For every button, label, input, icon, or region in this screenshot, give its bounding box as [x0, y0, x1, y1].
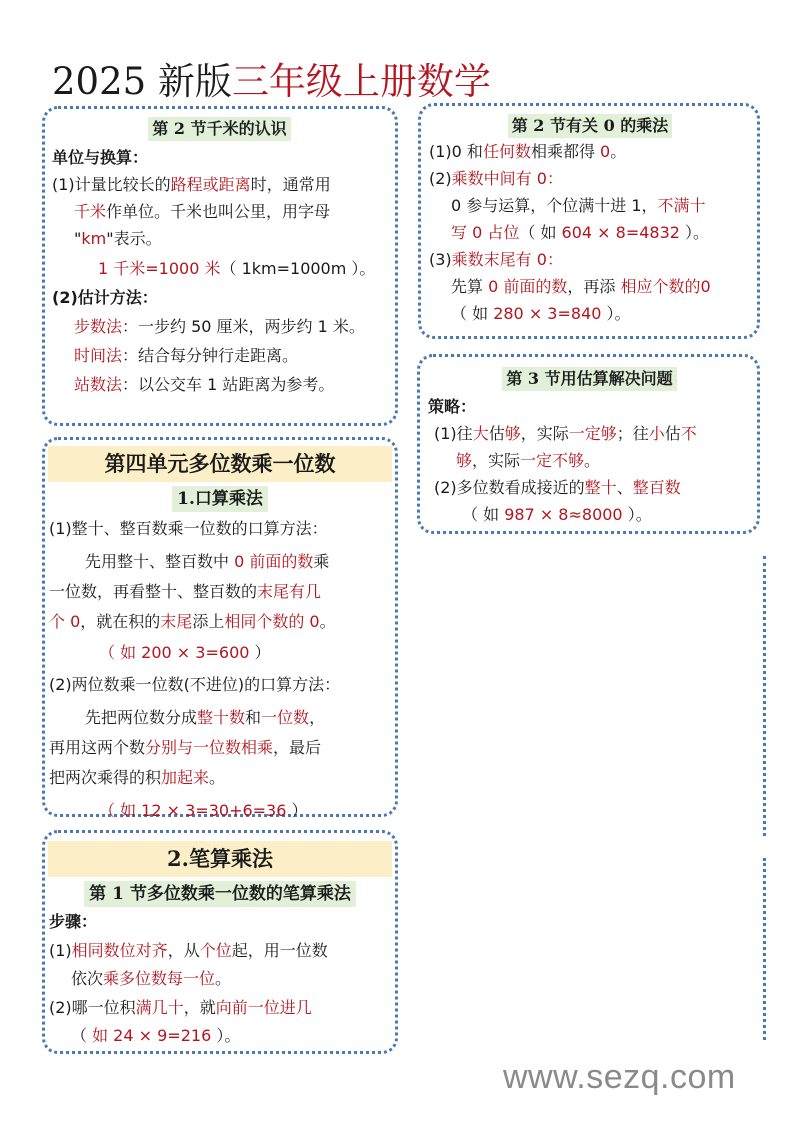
page-title [52, 58, 491, 106]
text-line: 依次乘多位数每一位。 [71, 969, 232, 988]
unit-title: 第四单元多位数乘一位数 [48, 446, 392, 482]
section-title: 第 3 节用估算解决问题 [502, 367, 676, 391]
text-line: (1)相同数位对齐，从个位起，用一位数 [49, 941, 328, 960]
formula-line: 1 千米=1000 米（ 1km=1000m ）。 [98, 259, 376, 278]
text-line: 0 参与运算，个位满十进 1，不满十 [451, 196, 706, 215]
text-line: (1)往大估够，实际一定够；往小估不 [434, 424, 697, 443]
text-line: 够，实际一定不够。 [456, 451, 601, 470]
card-kilometer [42, 106, 398, 426]
unit-title: 2.笔算乘法 [48, 841, 392, 877]
card-zero-multiplication [418, 103, 760, 339]
text-line: 一位数，再看整十、整百数的末尾有几 [49, 582, 322, 601]
example-line: （ 如 200 × 3=600 ） [99, 643, 271, 662]
text-line: 个 0，就在积的末尾添上相同个数的 0。 [49, 612, 336, 631]
card-written-multiplication [42, 830, 398, 1054]
text-line: (2)乘数中间有 0： [429, 169, 563, 188]
method-item: 步数法：一步约 50 厘米，两步约 1 米。 [74, 317, 365, 336]
text-line: "km"表示。 [74, 229, 162, 248]
text-line: (2)哪一位积满几十，就向前一位进几 [49, 998, 312, 1017]
text-line: (2)多位数看成接近的整十、整百数 [434, 478, 681, 497]
example-line: （ 如 12 × 3=30+6=36 ） [99, 801, 308, 820]
text-line: 千米作单位。千米也叫公里，用字母 [74, 202, 331, 221]
section-title: 第 2 节有关 0 的乘法 [508, 114, 673, 138]
text-line: 写 0 占位（ 如 604 × 8=4832 ）。 [451, 223, 710, 242]
text-line: 先算 0 前面的数，再添 相应个数的0 [451, 277, 711, 296]
text-line: (1)计量比较长的路程或距离时，通常用 [52, 175, 331, 194]
section-heading: (2)估计方法： [52, 288, 158, 307]
section-title: 第 2 节千米的认识 [148, 117, 290, 141]
card-estimation [417, 354, 760, 534]
section-heading: 策略： [428, 397, 477, 416]
section-heading: 单位与换算： [52, 148, 149, 167]
text-line: (1)整十、整百数乘一位数的口算方法： [49, 519, 328, 538]
example-line: （ 如 24 × 9=216 ）。 [71, 1026, 241, 1045]
dotted-divider [763, 556, 766, 836]
text-line: 把两次乘得的积加起来。 [49, 768, 226, 787]
text-line: （ 如 280 × 3=840 ）。 [451, 304, 631, 323]
text-line: (1)0 和任何数相乘都得 0。 [429, 142, 627, 161]
page-title-highlight: 三年级上册数学 [231, 60, 491, 103]
page-title-prefix: 2025 新版 [52, 60, 232, 103]
method-item: 站数法：以公交车 1 站距离为参考。 [74, 375, 335, 394]
method-item: 时间法：结合每分钟行走距离。 [74, 346, 299, 365]
section-heading: 步骤： [49, 912, 98, 931]
text-line: (2)两位数乘一位数(不进位)的口算方法： [49, 675, 341, 694]
text-line: 再用这两个数分别与一位数相乘，最后 [49, 738, 322, 757]
sub-title: 1.口算乘法 [172, 486, 268, 512]
card-unit4-oral [42, 437, 398, 820]
text-line: (3)乘数末尾有 0： [429, 250, 563, 269]
watermark: www.sezq.com [503, 1058, 736, 1096]
dotted-divider [763, 858, 766, 1040]
text-line: 先用整十、整百数中 0 前面的数乘 [85, 552, 330, 571]
text-line: （ 如 987 × 8≈8000 ）。 [462, 505, 652, 524]
text-line: 先把两位数分成整十数和一位数， [85, 708, 326, 727]
sub-title: 第 1 节多位数乘一位数的笔算乘法 [84, 881, 356, 907]
